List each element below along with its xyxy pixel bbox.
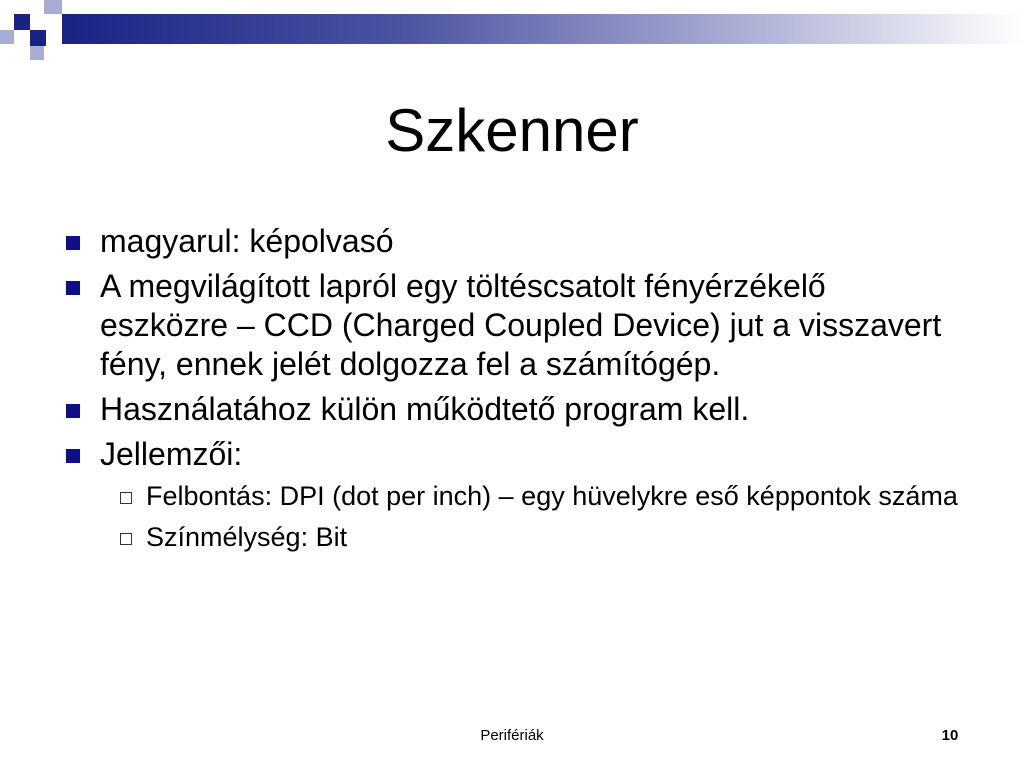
sub-bullet-item bbox=[116, 521, 962, 554]
bullet-text: Jellemzői: bbox=[100, 436, 243, 472]
square-bullet-icon bbox=[66, 449, 80, 463]
sub-bullet-text: Színmélység: Bit bbox=[146, 522, 348, 552]
decor-square bbox=[44, 0, 62, 14]
bullet-text: magyarul: képolvasó bbox=[100, 223, 394, 259]
sub-bullet-item bbox=[116, 480, 962, 513]
decor-square bbox=[46, 14, 62, 30]
bullet-item bbox=[62, 435, 962, 554]
title-gradient-bar bbox=[62, 14, 1024, 44]
sub-bullet-text: Felbontás: DPI (dot per inch) – egy hüvelykre eső képpontok száma bbox=[146, 481, 958, 511]
slide-title: Szkenner bbox=[385, 97, 639, 164]
footer-label: Perifériák bbox=[480, 727, 544, 744]
bullet-text: A megvilágított lapról egy töltéscsatolt fényérzékelő eszközre – CCD (Charged Coupled Device) jut a visszavert fény, ennek jelét dolgozza fel a számítógép. bbox=[100, 268, 942, 382]
decor-square bbox=[30, 46, 44, 60]
bullet-text: Használatához külön működtető program kell. bbox=[100, 391, 750, 427]
decor-square bbox=[14, 46, 30, 56]
decor-square bbox=[30, 30, 46, 46]
decor-square bbox=[14, 14, 30, 30]
page-number: 10 bbox=[941, 727, 959, 744]
corner-decoration bbox=[0, 0, 1024, 70]
square-bullet-icon bbox=[66, 236, 80, 250]
square-bullet-icon bbox=[66, 404, 80, 418]
bullet-item bbox=[62, 390, 962, 429]
bullet-list bbox=[62, 222, 962, 562]
bullet-item bbox=[62, 222, 962, 261]
bullet-item bbox=[62, 267, 962, 384]
decor-square bbox=[0, 30, 14, 44]
square-bullet-icon bbox=[66, 281, 80, 295]
sub-bullet-list bbox=[100, 480, 962, 554]
hollow-square-bullet-icon bbox=[120, 533, 132, 545]
hollow-square-bullet-icon bbox=[120, 492, 132, 504]
